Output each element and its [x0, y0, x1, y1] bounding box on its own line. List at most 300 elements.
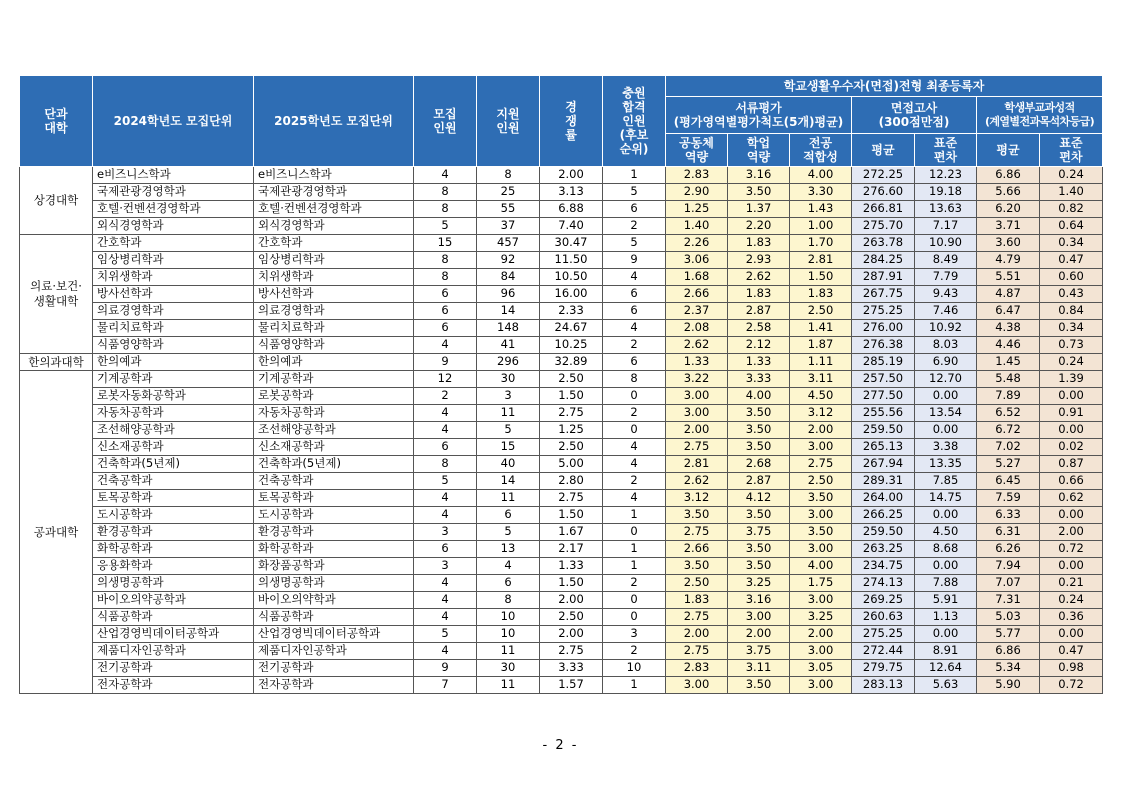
table-cell: 279.75: [852, 660, 915, 677]
table-row: [20, 626, 1103, 643]
table-cell: 7.17: [915, 218, 977, 235]
table-cell: 11: [477, 490, 540, 507]
header-grades-sd: 표준 편차: [1040, 134, 1103, 167]
table-cell: 2.62: [666, 473, 728, 490]
table-cell: 4: [603, 439, 666, 456]
table-cell: 5.66: [977, 184, 1040, 201]
table-cell: 9: [603, 252, 666, 269]
table-cell: 6: [603, 354, 666, 371]
table-cell: 276.60: [852, 184, 915, 201]
table-cell: 1.50: [540, 575, 603, 592]
table-cell: 0: [603, 422, 666, 439]
table-cell: 1.41: [790, 320, 852, 337]
table-cell: 6.26: [977, 541, 1040, 558]
table-cell: 3.00: [790, 541, 852, 558]
table-cell: 3.00: [790, 643, 852, 660]
table-cell: 3: [477, 388, 540, 405]
table-cell: 277.50: [852, 388, 915, 405]
table-cell: 10.25: [540, 337, 603, 354]
table-cell: 0.87: [1040, 456, 1103, 473]
table-cell: 7.46: [915, 303, 977, 320]
table-cell: 2.00: [790, 422, 852, 439]
table-cell: 1.00: [790, 218, 852, 235]
table-cell: 4: [414, 405, 477, 422]
table-cell: 5: [603, 184, 666, 201]
table-cell: 6: [414, 320, 477, 337]
table-cell: 37: [477, 218, 540, 235]
table-cell: 3.50: [728, 677, 790, 694]
table-cell: 5.77: [977, 626, 1040, 643]
table-cell: 0: [603, 524, 666, 541]
table-cell: 5.90: [977, 677, 1040, 694]
table-cell: 2.87: [728, 473, 790, 490]
table-cell: 3.50: [728, 541, 790, 558]
table-cell: 7.88: [915, 575, 977, 592]
table-cell: 6.90: [915, 354, 977, 371]
table-cell: 5.34: [977, 660, 1040, 677]
table-row: [20, 405, 1103, 422]
table-row: [20, 235, 1103, 252]
table-cell: 6.33: [977, 507, 1040, 524]
table-cell: 5: [603, 235, 666, 252]
table-cell: 2.00: [1040, 524, 1103, 541]
table-cell: 8: [603, 371, 666, 388]
table-cell: 2.00: [540, 626, 603, 643]
table-cell: 5.27: [977, 456, 1040, 473]
table-cell: 6.52: [977, 405, 1040, 422]
table-cell: 1.50: [540, 388, 603, 405]
table-row: [20, 252, 1103, 269]
table-cell: 10.90: [915, 235, 977, 252]
table-cell: 의료경영학과: [93, 303, 254, 320]
table-cell: 3.00: [666, 677, 728, 694]
table-cell: 2: [603, 218, 666, 235]
table-cell: 3.00: [666, 388, 728, 405]
table-cell: 3.38: [915, 439, 977, 456]
table-cell: 275.25: [852, 626, 915, 643]
table-cell: 7: [414, 677, 477, 694]
table-cell: 3.75: [728, 524, 790, 541]
table-cell: 0.00: [915, 388, 977, 405]
table-cell: 6: [414, 303, 477, 320]
table-row: [20, 269, 1103, 286]
table-cell: 0.00: [1040, 422, 1103, 439]
table-row: [20, 558, 1103, 575]
table-cell: 0.24: [1040, 167, 1103, 184]
table-cell: 3.50: [728, 184, 790, 201]
table-cell: 국제관광경영학과: [254, 184, 414, 201]
table-cell: 2: [603, 337, 666, 354]
table-cell: 9.43: [915, 286, 977, 303]
table-cell: 1.68: [666, 269, 728, 286]
table-cell: 식품공학과: [93, 609, 254, 626]
table-cell: 5: [477, 524, 540, 541]
table-cell: 치위생학과: [93, 269, 254, 286]
table-cell: 4: [414, 575, 477, 592]
table-cell: 1: [603, 558, 666, 575]
table-cell: 화장품공학과: [254, 558, 414, 575]
table-cell: 0: [603, 388, 666, 405]
table-cell: 한의예과: [93, 354, 254, 371]
table-cell: 토목공학과: [93, 490, 254, 507]
table-cell: 4.00: [790, 558, 852, 575]
table-row: [20, 473, 1103, 490]
table-cell: 0: [603, 592, 666, 609]
table-cell: 외식경영학과: [93, 218, 254, 235]
table-row: [20, 167, 1103, 184]
table-cell: 14: [477, 303, 540, 320]
table-row: [20, 609, 1103, 626]
table-cell: 2.83: [666, 167, 728, 184]
header-group-title: 학교생활우수자(면접)전형 최종등록자: [666, 76, 1103, 97]
table-cell: 263.78: [852, 235, 915, 252]
table-cell: 96: [477, 286, 540, 303]
table-cell: 266.25: [852, 507, 915, 524]
table-cell: 3.50: [666, 558, 728, 575]
table-row: [20, 541, 1103, 558]
table-cell: 11: [477, 677, 540, 694]
table-cell: 건축공학과: [93, 473, 254, 490]
table-cell: 457: [477, 235, 540, 252]
table-cell: 7.94: [977, 558, 1040, 575]
table-cell: 7.85: [915, 473, 977, 490]
table-cell: 2.93: [728, 252, 790, 269]
table-cell: 1.75: [790, 575, 852, 592]
table-cell: 2.75: [666, 524, 728, 541]
table-cell: 3: [414, 524, 477, 541]
table-cell: 2.00: [540, 167, 603, 184]
table-cell: 한의예과: [254, 354, 414, 371]
table-cell: 260.63: [852, 609, 915, 626]
table-cell: 3.30: [790, 184, 852, 201]
table-cell: 0.82: [1040, 201, 1103, 218]
table-cell: 25: [477, 184, 540, 201]
table-cell: 1.87: [790, 337, 852, 354]
table-cell: 266.81: [852, 201, 915, 218]
table-cell: 3.50: [728, 422, 790, 439]
table-cell: 4.00: [790, 167, 852, 184]
table-cell: 4: [414, 490, 477, 507]
table-cell: 1.33: [540, 558, 603, 575]
table-cell: 4.00: [728, 388, 790, 405]
table-body: [20, 167, 1103, 694]
table-cell: 8: [414, 201, 477, 218]
table-cell: 임상병리학과: [254, 252, 414, 269]
table-cell: 전자공학과: [93, 677, 254, 694]
table-cell: 3.11: [728, 660, 790, 677]
table-cell: 2.26: [666, 235, 728, 252]
table-cell: 8: [477, 592, 540, 609]
table-row: [20, 677, 1103, 694]
table-cell: 0.00: [1040, 558, 1103, 575]
table-cell: 8: [414, 184, 477, 201]
table-cell: 0.91: [1040, 405, 1103, 422]
table-cell: 산업경영빅데이터공학과: [254, 626, 414, 643]
table-cell: 2.50: [540, 609, 603, 626]
table-cell: 2.75: [666, 609, 728, 626]
table-cell: 6.31: [977, 524, 1040, 541]
table-cell: 방사선학과: [93, 286, 254, 303]
table-cell: 1.67: [540, 524, 603, 541]
table-cell: 전자공학과: [254, 677, 414, 694]
table-cell: 0.66: [1040, 473, 1103, 490]
table-cell: 6: [477, 507, 540, 524]
table-cell: 6: [603, 303, 666, 320]
table-cell: 화학공학과: [254, 541, 414, 558]
table-cell: 6: [477, 575, 540, 592]
table-cell: 12.23: [915, 167, 977, 184]
table-cell: 0.60: [1040, 269, 1103, 286]
table-row: [20, 218, 1103, 235]
table-cell: 4: [414, 167, 477, 184]
table-row: [20, 575, 1103, 592]
table-cell: 8.91: [915, 643, 977, 660]
table-cell: 1.40: [666, 218, 728, 235]
table-cell: 12: [414, 371, 477, 388]
table-cell: 4.12: [728, 490, 790, 507]
table-cell: 2.81: [666, 456, 728, 473]
table-cell: 바이오의약학과: [254, 592, 414, 609]
table-cell: 272.25: [852, 167, 915, 184]
table-cell: 6.88: [540, 201, 603, 218]
table-cell: 11.50: [540, 252, 603, 269]
table-cell: 2.00: [790, 626, 852, 643]
table-cell: 30: [477, 371, 540, 388]
table-cell: 방사선학과: [254, 286, 414, 303]
table-cell: 148: [477, 320, 540, 337]
table-cell: 0: [603, 609, 666, 626]
college-cell: 공과대학: [20, 371, 93, 694]
table-cell: 의료경영학과: [254, 303, 414, 320]
table-cell: 1.50: [790, 269, 852, 286]
table-cell: 4.50: [915, 524, 977, 541]
table-cell: 1.43: [790, 201, 852, 218]
table-cell: 5: [414, 626, 477, 643]
table-cell: 2: [603, 405, 666, 422]
table-cell: 국제관광경영학과: [93, 184, 254, 201]
table-cell: 12.70: [915, 371, 977, 388]
table-cell: 1.33: [728, 354, 790, 371]
table-cell: 3.06: [666, 252, 728, 269]
table-cell: 1: [603, 677, 666, 694]
table-cell: 9: [414, 660, 477, 677]
header-doc-eval: 서류평가 (평가영역별평가척도(5개)평균): [666, 97, 852, 134]
table-cell: 0.98: [1040, 660, 1103, 677]
table-cell: 1.40: [1040, 184, 1103, 201]
table-cell: 8: [414, 456, 477, 473]
table-cell: 7.59: [977, 490, 1040, 507]
table-cell: 11: [477, 405, 540, 422]
table-cell: 2.58: [728, 320, 790, 337]
table-cell: 267.94: [852, 456, 915, 473]
table-cell: 0.64: [1040, 218, 1103, 235]
table-cell: 3.33: [540, 660, 603, 677]
table-row: [20, 354, 1103, 371]
table-cell: 2.62: [728, 269, 790, 286]
table-cell: 신소재공학과: [254, 439, 414, 456]
table-cell: 4.38: [977, 320, 1040, 337]
table-cell: 2.62: [666, 337, 728, 354]
table-cell: e비즈니스학과: [254, 167, 414, 184]
table-cell: 283.13: [852, 677, 915, 694]
table-cell: 3.50: [790, 524, 852, 541]
table-cell: 도시공학과: [93, 507, 254, 524]
table-cell: 4: [603, 456, 666, 473]
table-row: [20, 337, 1103, 354]
college-cell: 상경대학: [20, 167, 93, 235]
table-cell: 2: [603, 643, 666, 660]
header-doc-major-fit: 전공 적합성: [790, 134, 852, 167]
table-cell: 10: [603, 660, 666, 677]
table-cell: 4: [414, 592, 477, 609]
table-cell: 2.66: [666, 541, 728, 558]
table-cell: 5.91: [915, 592, 977, 609]
table-cell: 1: [603, 541, 666, 558]
table-cell: 4.46: [977, 337, 1040, 354]
table-cell: 0.24: [1040, 592, 1103, 609]
table-cell: 287.91: [852, 269, 915, 286]
table-cell: 1.83: [728, 235, 790, 252]
table-cell: e비즈니스학과: [93, 167, 254, 184]
table-cell: 0.00: [915, 507, 977, 524]
table-cell: 2.68: [728, 456, 790, 473]
table-cell: 84: [477, 269, 540, 286]
table-cell: 2.50: [540, 371, 603, 388]
table-cell: 2.17: [540, 541, 603, 558]
table-cell: 276.38: [852, 337, 915, 354]
table-cell: 2.81: [790, 252, 852, 269]
table-cell: 3.12: [666, 490, 728, 507]
table-cell: 0.36: [1040, 609, 1103, 626]
table-cell: 조선해양공학과: [93, 422, 254, 439]
header-doc-academic: 학업 역량: [728, 134, 790, 167]
table-row: [20, 201, 1103, 218]
table-cell: 0.47: [1040, 643, 1103, 660]
table-cell: 6.45: [977, 473, 1040, 490]
table-cell: 40: [477, 456, 540, 473]
table-cell: 1: [603, 507, 666, 524]
table-cell: 호텔·컨벤션경영학과: [93, 201, 254, 218]
header-grades: 학생부교과성적 (계열별전과목석차등급): [977, 97, 1103, 134]
table-cell: 2.83: [666, 660, 728, 677]
table-cell: 2.90: [666, 184, 728, 201]
table-cell: 3.12: [790, 405, 852, 422]
table-cell: 건축학과(5년제): [93, 456, 254, 473]
table-cell: 0.62: [1040, 490, 1103, 507]
table-cell: 1.83: [728, 286, 790, 303]
table-cell: 물리치료학과: [254, 320, 414, 337]
table-cell: 1.25: [666, 201, 728, 218]
table-cell: 11: [477, 643, 540, 660]
table-cell: 15: [477, 439, 540, 456]
table-cell: 3.60: [977, 235, 1040, 252]
table-cell: 0.00: [915, 558, 977, 575]
table-cell: 외식경영학과: [254, 218, 414, 235]
table-cell: 6.86: [977, 167, 1040, 184]
table-cell: 2.00: [540, 592, 603, 609]
table-cell: 16.00: [540, 286, 603, 303]
table-cell: 4: [414, 609, 477, 626]
table-cell: 259.50: [852, 422, 915, 439]
table-row: [20, 388, 1103, 405]
table-cell: 3.00: [790, 677, 852, 694]
table-cell: 응용화학과: [93, 558, 254, 575]
table-cell: 로봇공학과: [254, 388, 414, 405]
table-cell: 5.00: [540, 456, 603, 473]
table-cell: 13.63: [915, 201, 977, 218]
table-cell: 269.25: [852, 592, 915, 609]
table-cell: 제품디자인공학과: [254, 643, 414, 660]
table-cell: 0.00: [915, 422, 977, 439]
table-cell: 6.86: [977, 643, 1040, 660]
table-cell: 10.50: [540, 269, 603, 286]
table-cell: 3.75: [728, 643, 790, 660]
table-cell: 8.68: [915, 541, 977, 558]
table-cell: 0.00: [1040, 507, 1103, 524]
table-cell: 2.75: [666, 643, 728, 660]
table-cell: 8: [414, 252, 477, 269]
table-cell: 7.40: [540, 218, 603, 235]
table-row: [20, 592, 1103, 609]
table-cell: 285.19: [852, 354, 915, 371]
table-cell: 2.12: [728, 337, 790, 354]
table-cell: 2.37: [666, 303, 728, 320]
table-cell: 6: [414, 439, 477, 456]
table-cell: 259.50: [852, 524, 915, 541]
table-cell: 6.72: [977, 422, 1040, 439]
table-cell: 2.75: [540, 643, 603, 660]
table-cell: 전기공학과: [254, 660, 414, 677]
table-cell: 3.00: [790, 592, 852, 609]
table-cell: 1.33: [666, 354, 728, 371]
table-cell: 4: [414, 507, 477, 524]
table-cell: 3.05: [790, 660, 852, 677]
table-cell: 4.50: [790, 388, 852, 405]
table-cell: 1.13: [915, 609, 977, 626]
table-cell: 9: [414, 354, 477, 371]
table-cell: 0.34: [1040, 235, 1103, 252]
table-cell: 식품영양학과: [254, 337, 414, 354]
table-cell: 0.00: [1040, 388, 1103, 405]
table-cell: 1: [603, 167, 666, 184]
table-cell: 4: [414, 337, 477, 354]
table-cell: 255.56: [852, 405, 915, 422]
table-cell: 14.75: [915, 490, 977, 507]
table-cell: 276.00: [852, 320, 915, 337]
table-cell: 3.25: [728, 575, 790, 592]
table-cell: 자동차공학과: [93, 405, 254, 422]
table-cell: 1.50: [540, 507, 603, 524]
table-row: [20, 303, 1103, 320]
table-cell: 2.20: [728, 218, 790, 235]
table-cell: 3.00: [666, 405, 728, 422]
table-cell: 2.00: [728, 626, 790, 643]
table-cell: 0.21: [1040, 575, 1103, 592]
table-cell: 6: [414, 541, 477, 558]
table-cell: 7.89: [977, 388, 1040, 405]
table-cell: 3.00: [728, 609, 790, 626]
table-row: [20, 660, 1103, 677]
table-cell: 4: [603, 490, 666, 507]
table-cell: 물리치료학과: [93, 320, 254, 337]
table-row: [20, 422, 1103, 439]
table-cell: 2.00: [666, 422, 728, 439]
header-interview-sd: 표준 편차: [915, 134, 977, 167]
table-cell: 3.16: [728, 167, 790, 184]
table-cell: 0.00: [915, 626, 977, 643]
table-cell: 3.50: [790, 490, 852, 507]
table-cell: 274.13: [852, 575, 915, 592]
